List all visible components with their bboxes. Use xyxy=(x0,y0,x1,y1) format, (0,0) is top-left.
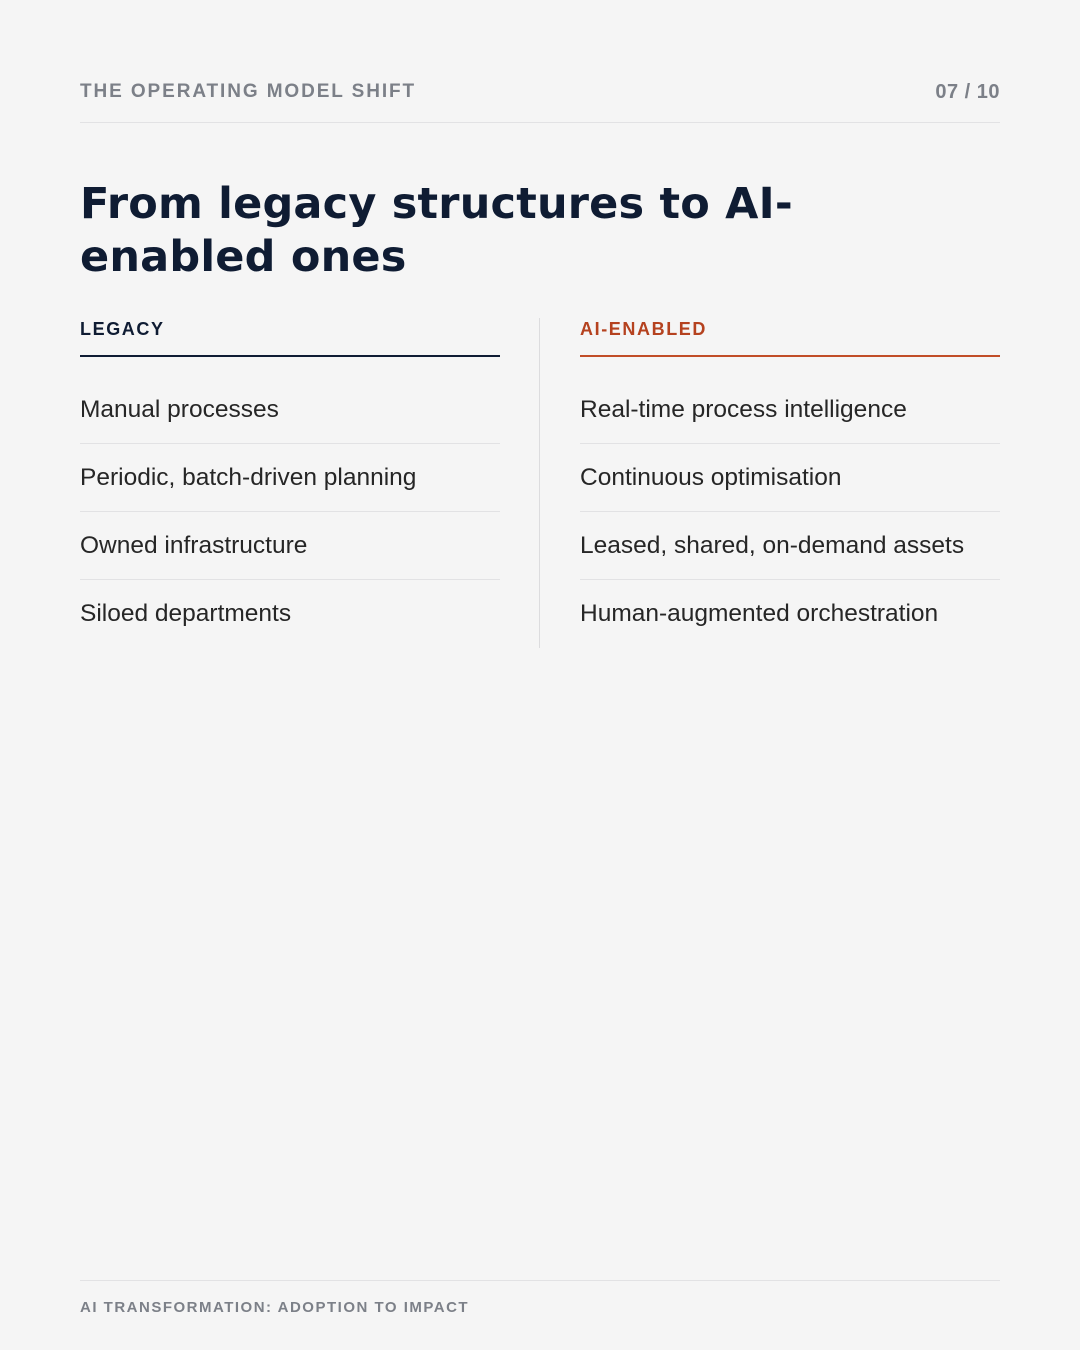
ai-enabled-column xyxy=(580,318,1000,648)
ai-enabled-item: Real-time process intelligence xyxy=(580,357,1000,444)
footer-caption: AI TRANSFORMATION: ADOPTION TO IMPACT xyxy=(80,1299,470,1316)
ai-enabled-item: Leased, shared, on-demand assets xyxy=(580,512,1000,580)
comparison-columns xyxy=(80,318,1000,648)
section-kicker: THE OPERATING MODEL SHIFT xyxy=(80,81,417,102)
legacy-heading: LEGACY xyxy=(80,318,500,357)
slide-header xyxy=(80,78,1000,123)
legacy-item: Owned infrastructure xyxy=(80,512,500,580)
page-counter: 07 / 10 xyxy=(935,81,1000,103)
slide xyxy=(80,0,1000,1350)
legacy-item: Siloed departments xyxy=(80,600,292,627)
slide-title: From legacy structures to AI-enabled ones xyxy=(80,179,793,282)
ai-enabled-list xyxy=(580,357,1000,648)
ai-enabled-item: Human-augmented orchestration xyxy=(580,600,939,627)
legacy-list xyxy=(80,357,500,648)
ai-enabled-heading: AI-ENABLED xyxy=(580,318,1000,357)
slide-footer xyxy=(80,1280,1000,1317)
legacy-column xyxy=(80,318,500,648)
column-divider xyxy=(539,318,540,648)
legacy-item: Manual processes xyxy=(80,357,500,444)
legacy-item: Periodic, batch-driven planning xyxy=(80,444,500,512)
ai-enabled-item: Continuous optimisation xyxy=(580,444,1000,512)
